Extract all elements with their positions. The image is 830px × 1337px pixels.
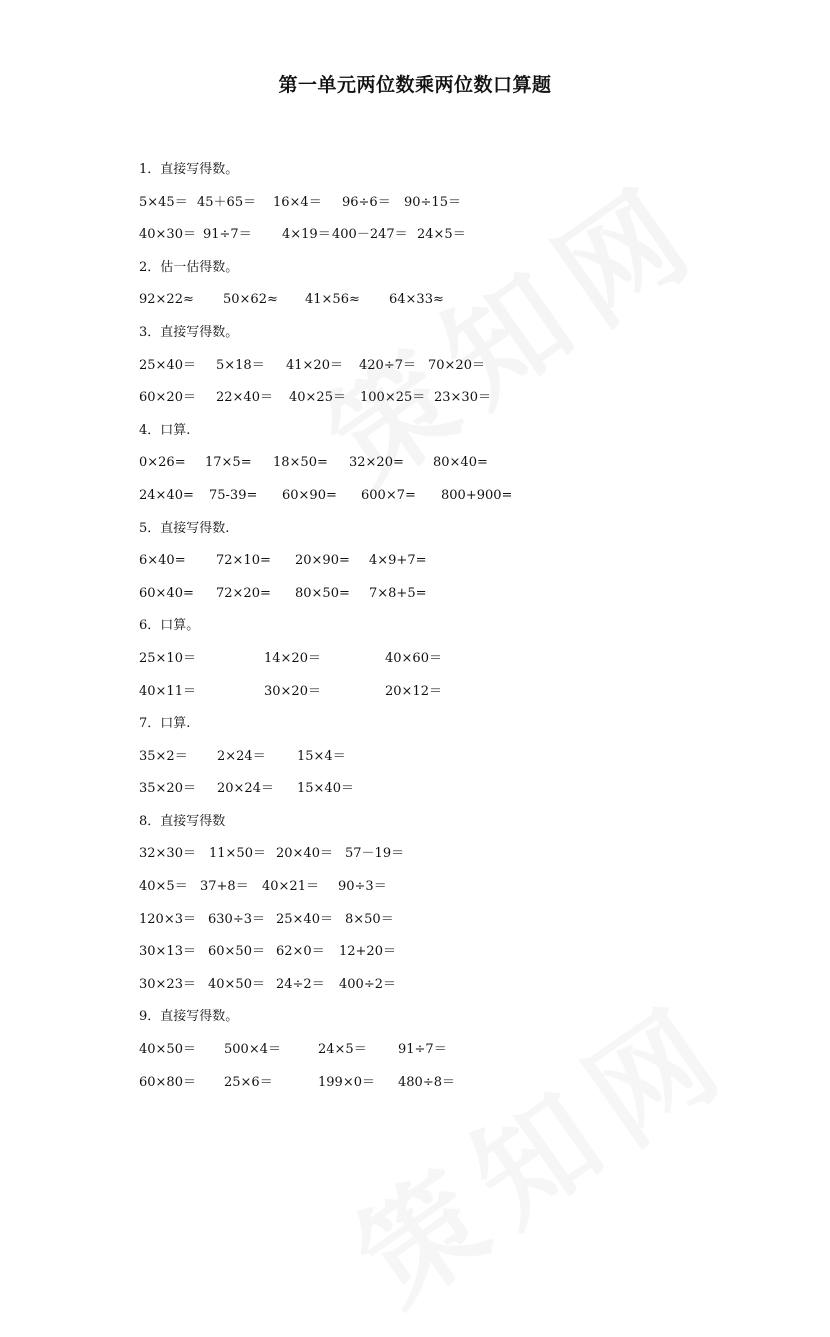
section-heading: 7．口算.	[139, 716, 191, 732]
section-heading: 6．口算。	[139, 618, 200, 634]
math-problem: 70×20＝	[428, 357, 485, 373]
math-problem: 400÷2＝	[339, 976, 396, 992]
math-problem: 20×12＝	[385, 683, 442, 699]
problem-row	[139, 904, 699, 937]
math-problem: 17×5=	[205, 455, 252, 471]
problem-row	[139, 773, 699, 806]
exercise-list	[139, 154, 699, 1099]
math-problem: 57－19＝	[345, 846, 405, 862]
math-problem: 600×7=	[361, 487, 416, 503]
math-problem: 0×26=	[139, 455, 186, 471]
problem-row	[139, 969, 699, 1002]
math-problem: 41×20＝	[286, 357, 343, 373]
math-problem: 41×56≈	[305, 292, 360, 308]
math-problem: 80×40=	[433, 455, 488, 471]
math-problem: 35×20＝	[139, 781, 196, 797]
math-problem: 50×62≈	[223, 292, 278, 308]
math-problem: 40×30＝	[139, 227, 196, 243]
math-problem: 25×40＝	[139, 357, 196, 373]
math-problem: 15×40＝	[297, 781, 354, 797]
math-problem: 18×50=	[273, 455, 328, 471]
math-problem: 90÷3＝	[338, 879, 387, 895]
section-heading: 5．直接写得数.	[139, 520, 230, 536]
math-problem: 400－247＝	[332, 227, 408, 243]
math-problem: 100×25＝	[360, 390, 426, 406]
problem-row	[139, 284, 699, 317]
problem-row	[139, 187, 699, 220]
math-problem: 12+20＝	[339, 944, 396, 960]
math-problem: 800+900=	[441, 487, 513, 503]
math-problem: 64×33≈	[389, 292, 444, 308]
problem-row	[139, 676, 699, 709]
math-problem: 16×4＝	[273, 194, 322, 210]
section-heading: 1．直接写得数。	[139, 162, 239, 177]
math-problem: 15×4＝	[297, 748, 346, 764]
math-problem: 23×30＝	[434, 390, 491, 406]
math-problem: 60×40=	[139, 585, 194, 601]
math-problem: 90÷15＝	[404, 194, 461, 210]
math-problem: 22×40＝	[216, 390, 273, 406]
problem-row	[139, 382, 699, 415]
math-problem: 60×90=	[282, 487, 337, 503]
math-problem: 32×20=	[349, 455, 404, 471]
math-problem: 40×21＝	[262, 879, 319, 895]
problem-row	[139, 643, 699, 676]
math-problem: 8×50＝	[345, 911, 394, 927]
problem-row	[139, 578, 699, 611]
problem-row	[139, 480, 699, 513]
math-problem: 24÷2＝	[276, 976, 325, 992]
math-problem: 4×19＝	[282, 227, 331, 243]
math-problem: 37+8＝	[200, 879, 249, 895]
problem-row	[139, 741, 699, 774]
math-problem: 24×5＝	[318, 1042, 367, 1058]
math-problem: 40×50＝	[208, 976, 265, 992]
math-problem: 420÷7＝	[359, 357, 416, 373]
math-problem: 25×40＝	[276, 911, 333, 927]
math-problem: 24×40=	[139, 487, 194, 503]
math-problem: 24×5＝	[417, 227, 466, 243]
math-problem: 5×45＝	[139, 194, 188, 210]
math-problem: 91÷7＝	[398, 1042, 447, 1058]
math-problem: 20×24＝	[217, 781, 274, 797]
math-problem: 14×20＝	[264, 650, 321, 666]
problem-row	[139, 871, 699, 904]
math-problem: 72×20=	[216, 585, 271, 601]
math-problem: 40×25＝	[289, 390, 346, 406]
math-problem: 4×9+7=	[369, 553, 427, 569]
math-problem: 91÷7＝	[203, 227, 252, 243]
problem-row	[139, 545, 699, 578]
math-problem: 5×18＝	[216, 357, 265, 373]
math-problem: 62×0＝	[276, 944, 325, 960]
math-problem: 630÷3＝	[208, 911, 265, 927]
math-problem: 2×24＝	[217, 748, 266, 764]
section-heading: 8．直接写得数	[139, 813, 226, 829]
math-problem: 20×90=	[295, 553, 350, 569]
math-problem: 32×30＝	[139, 846, 196, 862]
problem-row	[139, 838, 699, 871]
math-problem: 40×11＝	[139, 683, 196, 699]
math-problem: 45＋65＝	[197, 194, 257, 210]
math-problem: 199×0＝	[318, 1074, 375, 1090]
math-problem: 120×3＝	[139, 911, 196, 927]
math-problem: 60×20＝	[139, 390, 196, 406]
math-problem: 35×2＝	[139, 748, 188, 764]
math-problem: 40×50＝	[139, 1042, 196, 1058]
math-problem: 25×10＝	[139, 650, 196, 666]
math-problem: 40×60＝	[385, 650, 442, 666]
page-title: 第一单元两位数乘两位数口算题	[278, 74, 552, 96]
section-heading: 2．估一估得数。	[139, 259, 239, 275]
math-problem: 60×80＝	[139, 1074, 196, 1090]
problem-row	[139, 936, 699, 969]
math-problem: 92×22≈	[139, 292, 194, 308]
math-problem: 60×50＝	[208, 944, 265, 960]
math-problem: 25×6＝	[224, 1074, 273, 1090]
section-heading: 4．口算.	[139, 422, 191, 438]
problem-row	[139, 447, 699, 480]
math-problem: 20×40＝	[276, 846, 333, 862]
problem-row	[139, 1034, 699, 1067]
math-problem: 30×13＝	[139, 944, 196, 960]
math-problem: 72×10=	[216, 553, 271, 569]
section-heading: 9．直接写得数。	[139, 1009, 239, 1025]
math-problem: 480÷8＝	[398, 1074, 455, 1090]
problem-row	[139, 219, 699, 252]
math-problem: 11×50＝	[209, 846, 266, 862]
math-problem: 30×23＝	[139, 976, 196, 992]
math-problem: 80×50=	[295, 585, 350, 601]
math-problem: 6×40=	[139, 553, 186, 569]
section-heading: 3．直接写得数。	[139, 324, 239, 340]
math-problem: 500×4＝	[224, 1042, 281, 1058]
math-problem: 7×8+5=	[369, 585, 427, 601]
problem-row	[139, 350, 699, 383]
problem-row	[139, 1067, 699, 1100]
math-problem: 40×5＝	[139, 879, 188, 895]
math-problem: 30×20＝	[264, 683, 321, 699]
math-problem: 96÷6＝	[342, 194, 391, 210]
math-problem: 75-39=	[209, 487, 258, 503]
